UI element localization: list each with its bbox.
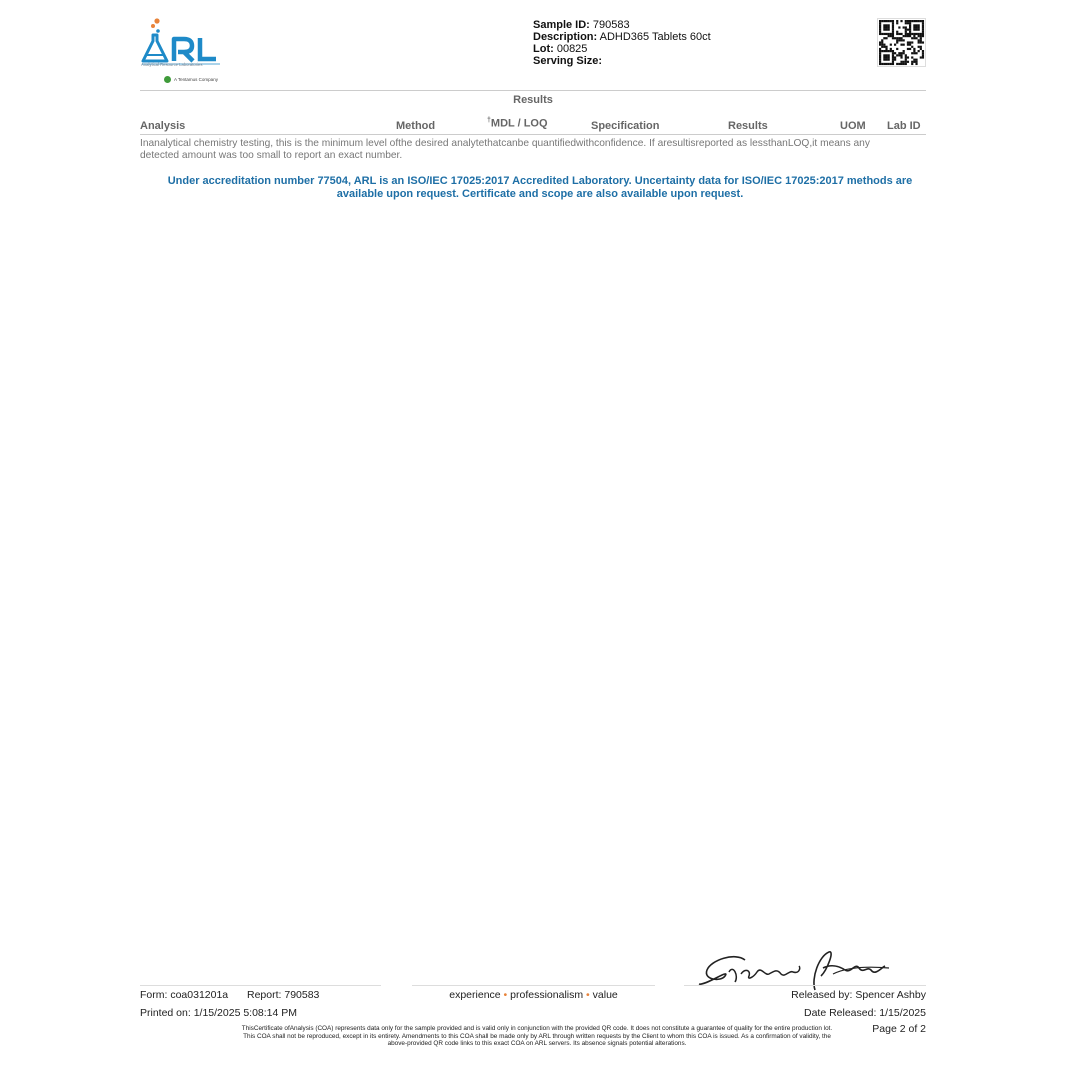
qr-module [905,63,907,65]
qr-module [915,29,917,31]
description-row [533,31,711,43]
qr-module [922,26,924,28]
description-label: Description: [533,31,598,43]
qr-module [898,54,900,56]
qr-module [918,46,920,48]
qr-module [913,24,915,26]
motto-professionalism: professionalism [510,989,584,1001]
qr-module [900,37,902,39]
qr-module [892,54,894,56]
qr-module [920,33,922,35]
qr-module [879,54,881,56]
qr-module [892,22,894,24]
qr-module [920,46,922,48]
qr-module [894,52,896,54]
qr-module [920,39,922,41]
qr-module [883,20,885,22]
qr-module [888,26,890,28]
description-value: ADHD365 Tablets 60ct [599,31,711,43]
qr-module [885,24,887,26]
motto-separator-icon: • [503,989,508,1001]
qr-module [879,29,881,31]
footer-rule-right [684,985,926,986]
form-id: Form: coa031201a [140,989,229,1001]
qr-module [885,46,887,48]
qr-module [898,33,900,35]
qr-module [894,44,896,46]
qr-module [913,26,915,28]
qr-module [913,52,915,54]
qr-module [894,37,896,39]
qr-module [918,20,920,22]
qr-module [905,26,907,28]
qr-module [892,26,894,28]
qr-module [909,24,911,26]
lot-value: 00825 [556,43,588,55]
qr-module [907,29,909,31]
qr-module [922,52,924,54]
qr-module [913,61,915,63]
qr-module [879,44,881,46]
qr-module [905,35,907,37]
qr-module [915,37,917,39]
qr-module [879,26,881,28]
logo-subtitle: Analytical Resource Laboratories [141,62,203,67]
qr-module [892,52,894,54]
qr-module [911,52,913,54]
qr-module [911,20,913,22]
qr-module [922,22,924,24]
date-released: Date Released: 1/15/2025 [803,1007,926,1019]
qr-module [885,59,887,61]
qr-module [922,20,924,22]
qr-module [879,20,881,22]
sample-id-row [533,19,711,31]
footer-rule-left [140,985,381,986]
arl-logo-mark [140,17,224,65]
qr-module [881,20,883,22]
qr-module [905,54,907,56]
qr-module [905,59,907,61]
qr-module [909,31,911,33]
qr-module [883,44,885,46]
qr-module [885,56,887,58]
sample-id-label: Sample ID: [533,19,590,31]
qr-code-icon [878,19,925,66]
qr-module [911,61,913,63]
qr-module [896,41,898,43]
qr-module [892,29,894,31]
qr-module [909,20,911,22]
qr-module [885,29,887,31]
qr-module [879,59,881,61]
qr-module [879,50,881,52]
qr-module [896,31,898,33]
qr-module [892,59,894,61]
accreditation-statement: Under accreditation number 77504, ARL is an ISO/IEC 17025:2017 Accredited Laboratory. Uncertainty data for ISO/IEC 17025:2017 methods are available upon request. Certificate and scope are also available upon request. [167,175,913,200]
qr-module [898,63,900,65]
qr-module [892,61,894,63]
qr-module [905,22,907,24]
qr-module [890,20,892,22]
qr-module [881,39,883,41]
qr-module [881,44,883,46]
motto [412,989,655,1001]
qr-module [900,20,902,22]
qr-module [911,37,913,39]
logo-tagline-group [164,76,218,83]
qr-module [909,35,911,37]
qr-module [896,22,898,24]
header-divider [140,90,926,91]
qr-module [892,37,894,39]
qr-module [883,63,885,65]
qr-module [896,48,898,50]
qr-module [905,33,907,35]
qr-module [879,48,881,50]
lot-label: Lot: [533,43,554,55]
qr-module [903,44,905,46]
qr-module [913,29,915,31]
qr-module [888,20,890,22]
qr-module [881,50,883,52]
qr-module [915,52,917,54]
qr-module [903,52,905,54]
qr-module [892,50,894,52]
qr-module [879,63,881,65]
qr-module [913,33,915,35]
qr-module [879,33,881,35]
qr-module [900,33,902,35]
dagger-mark: † [487,117,491,124]
qr-module [907,33,909,35]
qr-module [915,59,917,61]
qr-module [883,26,885,28]
page-number: Page 2 of 2 [872,1023,926,1035]
report-id: Report: 790583 [247,989,320,1001]
qr-module [888,50,890,52]
qr-module [903,50,905,52]
qr-module [888,54,890,56]
qr-module [888,59,890,61]
qr-module [892,56,894,58]
qr-module [890,48,892,50]
qr-module [911,63,913,65]
qr-module [920,56,922,58]
qr-module [920,20,922,22]
qr-module [920,35,922,37]
qr-module [913,48,915,50]
qr-module [898,52,900,54]
qr-module [918,24,920,26]
sample-info [533,19,711,67]
qr-module [892,33,894,35]
qr-module [885,54,887,56]
qr-module [907,20,909,22]
motto-experience: experience [449,989,501,1001]
qr-module [907,61,909,63]
qr-module [915,24,917,26]
qr-module [890,35,892,37]
col-mdl-loq [487,117,548,130]
qr-module [885,20,887,22]
qr-module [879,31,881,33]
qr-module [888,24,890,26]
logo-tagline: A Tentamus Company [174,77,218,82]
qr-module [885,48,887,50]
qr-module [881,41,883,43]
qr-module [922,29,924,31]
qr-module [920,48,922,50]
qr-module [911,41,913,43]
printed-on: Printed on: 1/15/2025 5:08:14 PM [140,1007,298,1019]
serving-size-label: Serving Size: [533,55,603,67]
qr-module [918,50,920,52]
qr-module [918,26,920,28]
qr-module [920,37,922,39]
qr-module [918,35,920,37]
qr-module [881,33,883,35]
qr-module [911,56,913,58]
footer-rule-center [412,985,655,986]
qr-module [879,41,881,43]
qr-module [885,26,887,28]
loq-footnote: Inanalytical chemistry testing, this is the minimum level ofthe desired analytethatcanbe quantifiedwithconfidence. If aresultisreported as lessthanLOQ,it means any detected amount was too small to report an exact number. [140,138,870,161]
qr-module [896,39,898,41]
qr-module [883,37,885,39]
qr-module [888,35,890,37]
qr-module [892,63,894,65]
qr-module [909,44,911,46]
qr-module [918,39,920,41]
motto-value: value [592,989,618,1001]
qr-module [881,46,883,48]
qr-module [915,63,917,65]
qr-module [890,50,892,52]
col-specification: Specification [591,120,660,132]
qr-module [890,63,892,65]
col-method: Method [396,120,436,132]
col-uom: UOM [840,120,866,132]
qr-module [922,35,924,37]
qr-module [913,35,915,37]
qr-module [885,33,887,35]
qr-module [888,29,890,31]
qr-module [898,26,900,28]
qr-module [883,50,885,52]
qr-module [922,33,924,35]
qr-module [883,33,885,35]
qr-module [892,24,894,26]
qr-module [913,50,915,52]
qr-module [888,56,890,58]
qr-module [896,54,898,56]
qr-module [909,48,911,50]
qr-module [918,41,920,43]
qr-module [898,39,900,41]
qr-module [888,33,890,35]
qr-module [896,20,898,22]
tentamus-leaf-icon [164,76,171,83]
qr-module [883,54,885,56]
col-results: Results [728,120,768,132]
qr-module [896,33,898,35]
qr-module [888,63,890,65]
qr-module [907,41,909,43]
qr-module [922,41,924,43]
table-header-divider [140,134,926,135]
qr-module [913,37,915,39]
qr-module [909,22,911,24]
qr-module [879,24,881,26]
qr-module [922,24,924,26]
qr-module [879,52,881,54]
qr-module [907,48,909,50]
qr-module [885,50,887,52]
qr-module [883,56,885,58]
sample-id-value: 790583 [592,19,630,31]
qr-module [903,26,905,28]
lot-row [533,43,711,55]
qr-module [905,20,907,22]
qr-module [915,33,917,35]
qr-module [922,56,924,58]
col-mdl-loq-label: MDL / LOQ [490,117,548,130]
qr-module [907,56,909,58]
qr-module [900,52,902,54]
qr-module [909,33,911,35]
col-analysis: Analysis [140,120,186,132]
qr-module [890,33,892,35]
qr-module [903,39,905,41]
qr-module [907,22,909,24]
qr-module [885,37,887,39]
qr-module [905,31,907,33]
qr-module [879,61,881,63]
coa-disclaimer: ThisCertificate ofAnalysis (COA) represents data only for the sample provided and is valid only in conjunction with the provided QR code. It does not constitute a guarantee of quality for the entire production lot. This COA shall not be reproduced, except in its entirety. Amendments to this COA shall be made only by ARL through written requests by the Client to whom this COA is issued. As a confirmation of validity, the above-provided QR code links to this exact COA on ARL servers. Its absence signals potential alterations. [241,1025,833,1048]
qr-module [918,33,920,35]
qr-module [915,20,917,22]
qr-module [909,26,911,28]
qr-module [892,20,894,22]
qr-module [903,35,905,37]
qr-module [920,41,922,43]
qr-module [883,29,885,31]
qr-module [900,44,902,46]
qr-module [896,37,898,39]
qr-module [903,63,905,65]
qr-module [905,29,907,31]
qr-module [909,41,911,43]
qr-module [896,63,898,65]
qr-module [900,39,902,41]
qr-module [900,61,902,63]
qr-module [900,56,902,58]
qr-module [900,54,902,56]
qr-module [879,22,881,24]
qr-code[interactable] [877,18,926,67]
qr-module [911,33,913,35]
qr-module [894,56,896,58]
qr-module [907,35,909,37]
qr-module [903,61,905,63]
qr-module [892,35,894,37]
qr-module [881,63,883,65]
qr-module [922,50,924,52]
released-by: Released by: Spencer Ashby [791,989,926,1001]
qr-module [883,46,885,48]
qr-module [900,63,902,65]
qr-module [911,46,913,48]
qr-module [915,61,917,63]
qr-module [922,54,924,56]
results-title: Results [513,94,553,106]
qr-module [909,29,911,31]
qr-module [892,31,894,33]
qr-module [905,61,907,63]
qr-module [915,26,917,28]
qr-module [883,24,885,26]
qr-module [913,20,915,22]
qr-module [905,56,907,58]
qr-module [907,44,909,46]
serving-size-row [533,55,711,67]
arl-logo [140,17,224,85]
qr-module [922,31,924,33]
qr-module [918,29,920,31]
qr-module [883,59,885,61]
qr-module [894,59,896,61]
qr-module [890,44,892,46]
qr-module [885,63,887,65]
qr-module [898,37,900,39]
qr-module [913,59,915,61]
col-lab-id: Lab ID [887,120,921,132]
qr-module [879,56,881,58]
motto-separator-icon: • [586,989,590,1001]
